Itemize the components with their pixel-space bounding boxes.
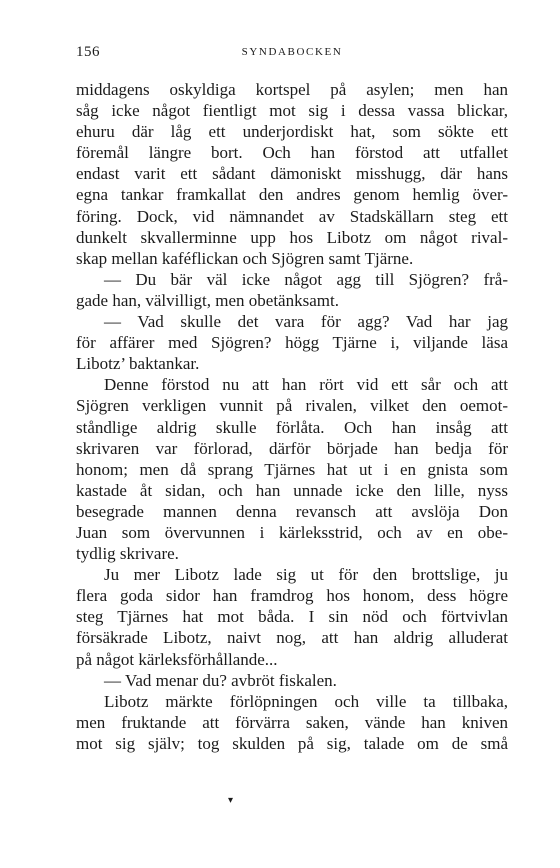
body-text (76, 79, 508, 754)
text-line: endast varit ett sådant dämoniskt misshugg, där hans (76, 164, 508, 184)
text-line: gade han, välvilligt, men obetänksamt. (76, 290, 339, 310)
page-number: 156 (76, 44, 100, 60)
text-line: försäkrade Libotz, naivt nog, att han aldrig alluderat (76, 628, 508, 648)
text-line: tydlig skrivare. (76, 544, 179, 564)
text-line: föremål längre bort. Och han förstod att utfallet (76, 143, 508, 163)
text-line: kastade åt sidan, och han unnade icke den lille, nyss (76, 480, 508, 500)
text-line: på något kärleksförhållande... (76, 649, 278, 669)
text-line: skrivaren var förlorad, därför började han bedja för (76, 438, 508, 458)
text-line: Juan som övervunnen i kärleksstrid, och av en obe- (76, 522, 508, 542)
text-line: middagens oskyldiga kortspel på asylen; men han (76, 80, 508, 99)
text-line: steg Tjärnes hat mot båda. I sin nöd och förtvivlan (76, 607, 508, 627)
text-line: — Du bär väl icke något agg till Sjögren? frå- (104, 269, 508, 289)
page-header (76, 44, 508, 64)
text-line: skap mellan kaféflickan och Sjögren samt Tjärne. (76, 248, 414, 268)
text-line: Libotz’ baktankar. (76, 354, 200, 374)
text-line: flera goda sidor han framdrog hos honom, dess högre (76, 586, 508, 606)
text-line: honom; men då sprang Tjärnes hat ut i en gnista som (76, 459, 508, 479)
running-title: SYNDABOCKEN (241, 46, 343, 58)
text-line: föring. Dock, vid nämnandet av Stadskällarn steg ett (76, 206, 508, 226)
text-line: dunkelt skvallerminne upp hos Libotz om något rival- (76, 227, 508, 247)
text-line: för affärer med Sjögren? högg Tjärne i, viljande läsa (76, 333, 508, 353)
text-line: ståndlige aldrig skulle förlåta. Och han insåg att (76, 417, 508, 437)
text-line: såg icke något fientligt mot sig i dessa vassa blickar, (76, 101, 508, 121)
text-line: ehuru där låg ett underjordiskt hat, som sökte ett (76, 122, 508, 142)
text-line: Ju mer Libotz lade sig ut för den brottslige, ju (104, 565, 508, 585)
text-line: men fruktande att förvärra saken, vände han kniven (76, 712, 508, 732)
text-line: Denne förstod nu att han rört vid ett sår och att (104, 375, 508, 395)
text-line: mot sig själv; tog skulden på sig, talade om de små (76, 733, 508, 753)
text-line: Libotz märkte förlöpningen och ville ta tillbaka, (104, 691, 508, 711)
text-line: besegrade mannen denna revansch att avslöja Don (76, 501, 508, 521)
text-line: Sjögren verkligen vunnit på rivalen, vilket den oemot- (76, 396, 508, 416)
text-line: — Vad skulle det vara för agg? Vad har jag (104, 312, 508, 332)
footer-mark: ▾ (228, 795, 234, 806)
text-line: — Vad menar du? avbröt fiskalen. (104, 670, 337, 690)
text-line: egna tankar framkallat den andres genom hemlig över- (76, 185, 508, 205)
